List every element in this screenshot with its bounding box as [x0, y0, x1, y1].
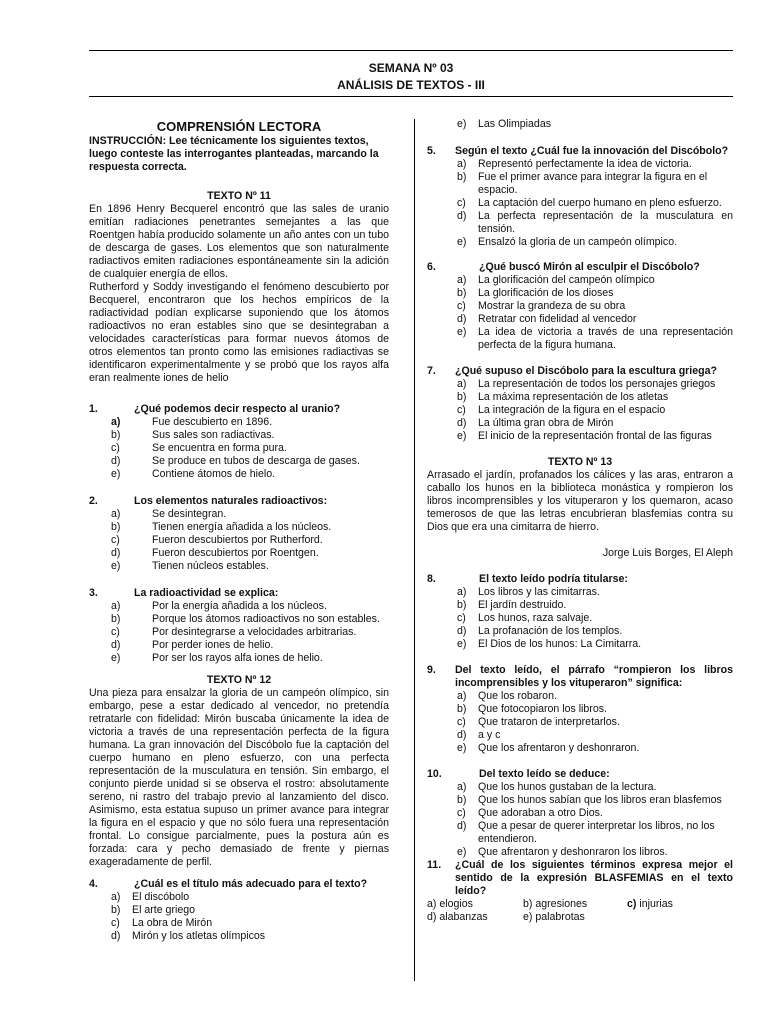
option-letter: d) — [457, 820, 467, 832]
option[interactable] — [427, 274, 733, 287]
option-letter: a) — [111, 891, 121, 903]
option[interactable] — [427, 729, 733, 742]
option[interactable] — [427, 300, 733, 313]
option-letter: b) — [111, 521, 121, 533]
option[interactable] — [427, 742, 733, 755]
option-text: El inicio de la representación frontal de las figuras — [478, 430, 712, 442]
option[interactable] — [89, 416, 389, 429]
option-text: La glorificación del campeón olímpico — [478, 274, 655, 286]
option-letter: d) — [457, 729, 467, 741]
question-text: ¿Qué buscó Mirón al esculpir el Discóbolo? — [479, 261, 700, 273]
option[interactable] — [89, 468, 389, 481]
option-letter: b) — [457, 171, 467, 183]
subject-title: ANÁLISIS DE TEXTOS - III — [337, 78, 485, 92]
option-text: Representó perfectamente la idea de victoria. — [478, 158, 692, 170]
option-letter: d) — [457, 313, 467, 325]
option-letter: c) — [457, 300, 466, 312]
option-letter: a) — [457, 158, 467, 170]
option-text: La captación del cuerpo humano en pleno esfuerzo. — [478, 197, 722, 209]
question-number: 7. — [427, 365, 436, 377]
option-letter: a) — [457, 781, 467, 793]
option-text: La glorificación de los dioses — [478, 287, 614, 299]
option[interactable] — [427, 794, 733, 807]
question-8 — [427, 573, 733, 586]
question-7 — [427, 365, 733, 378]
texto11-title: TEXTO Nº 11 — [207, 190, 271, 202]
option-text: Fueron descubiertos por Rutherford. — [152, 534, 323, 546]
option[interactable] — [427, 612, 733, 625]
option-text: alabanzas — [439, 911, 488, 923]
option-letter: e) — [457, 236, 467, 248]
option[interactable] — [89, 930, 389, 943]
option-text: La idea de victoria a través de una representación perfecta de la figura humana. — [478, 326, 733, 351]
option-letter: e) — [457, 430, 467, 442]
option-text: La integración de la figura en el espacio — [478, 404, 666, 416]
instruction: INSTRUCCIÓN: Lee técnicamente los siguientes textos, luego conteste las interrogantes planteadas, marcando la respuesta correcta. — [89, 135, 379, 173]
option[interactable] — [89, 521, 389, 534]
option-text: Ensalzó la gloria de un campeón olímpico. — [478, 236, 678, 248]
question-number: 1. — [89, 403, 98, 415]
option[interactable] — [427, 287, 733, 300]
question-text: Los elementos naturales radioactivos: — [134, 495, 328, 507]
question-5 — [427, 145, 733, 158]
question-1 — [89, 403, 389, 416]
option[interactable] — [627, 898, 727, 911]
option[interactable] — [427, 313, 733, 326]
option[interactable] — [89, 891, 389, 904]
option-text: Por la energía añadida a los núcleos. — [152, 600, 327, 612]
option[interactable] — [427, 703, 733, 716]
option-letter: a) — [457, 586, 467, 598]
option-letter: e) — [457, 742, 467, 754]
option-letter: b) — [457, 391, 467, 403]
texto12-paragraph: Una pieza para ensalzar la gloria de un campeón olímpico, sin embargo, pese a estar dedicado al vencedor, no pretendía retratarle con fidelidad: Mirón buscaba únicamente la idea de victoria a través de una representación perfecta de la figura humana. La gran innovación del Discóbolo fue la captación del cuerpo humano en pleno esfuerzo, con una perfecta representación de la musculatura en tensión. Sin embargo, el conjunto pierde unidad si se observa el rostro: absolutamente sereno, ni rastro del trabajo previo al lanzamiento del disco. Asimismo, esta estatua supuso un primer avance para integrar la figura en el espacio y que no sólo fuera una representación frontal. Lo consigue parcialmente, pues la postura aún es forzada: cara y pecho demasiado de frente y piernas exageradamente de perfil. — [89, 687, 389, 868]
option[interactable] — [89, 547, 389, 560]
option-letter: a) — [457, 690, 467, 702]
option-letter: a) — [457, 378, 467, 390]
option-letter: a) — [111, 600, 121, 612]
option-text: Que a pesar de querer interpretar los libros, no los entendieron. — [478, 820, 715, 845]
option-letter: d) — [457, 625, 467, 637]
option[interactable] — [89, 652, 389, 665]
option-letter: b) — [457, 794, 467, 806]
texto13-title: TEXTO Nº 13 — [547, 456, 613, 468]
option-text: Que afrentaron y deshonraron los libros. — [478, 846, 668, 858]
option[interactable] — [427, 197, 733, 210]
question-11 — [427, 859, 733, 898]
option-letter: b) — [457, 287, 467, 299]
question-text: ¿Qué supuso el Discóbolo para la escultura griega? — [455, 365, 717, 377]
option-text: Mirón y los atletas olímpicos — [132, 930, 266, 942]
option-text: Mostrar la grandeza de su obra — [478, 300, 626, 312]
option-text: El Dios de los hunos: La Cimitarra. — [478, 638, 642, 650]
option[interactable] — [427, 118, 733, 131]
option-text: Porque los átomos radioactivos no son estables. — [152, 613, 380, 625]
option-letter: d) — [457, 210, 467, 222]
right-column — [427, 118, 733, 924]
option-text: Los hunos, raza salvaje. — [478, 612, 593, 624]
option-text: Que los afrentaron y deshonraron. — [478, 742, 640, 754]
option[interactable] — [89, 534, 389, 547]
option[interactable] — [523, 911, 627, 924]
option-letter: b) — [523, 898, 533, 910]
option-text: El arte griego — [132, 904, 196, 916]
option-letter: b) — [457, 703, 467, 715]
option-text: Que fotocopiaron los libros. — [478, 703, 607, 715]
question-text: Del texto leído se deduce: — [479, 768, 610, 780]
option-letter: e) — [457, 846, 467, 858]
texto13-source: Jorge Luis Borges, El Aleph — [602, 547, 733, 559]
option[interactable] — [427, 171, 733, 197]
question-number: 5. — [427, 145, 436, 157]
option-letter: b) — [111, 429, 121, 441]
option-text: Se desintegran. — [152, 508, 227, 520]
question-text: La radioactividad se explica: — [134, 587, 279, 599]
texto12-title: TEXTO Nº 12 — [206, 674, 272, 686]
option-text: La perfecta representación de la musculatura en tensión. — [478, 210, 733, 235]
option-letter: c) — [111, 626, 120, 638]
option-text: Que trataron de interpretarlos. — [478, 716, 620, 728]
left-column — [89, 119, 389, 943]
option-text: La obra de Mirón — [132, 917, 213, 929]
option-text: Por desintegrarse a velocidades arbitrarias. — [152, 626, 357, 638]
question-number: 10. — [427, 768, 442, 780]
option-letter: d) — [111, 547, 121, 559]
option-letter: d) — [111, 639, 121, 651]
option[interactable] — [427, 807, 733, 820]
option[interactable] — [427, 846, 733, 859]
question-text: Según el texto ¿Cuál fue la innovación del Discóbolo? — [455, 145, 729, 157]
option-text: El discóbolo — [132, 891, 190, 903]
question-number: 3. — [89, 587, 98, 599]
option-letter: d) — [427, 911, 437, 923]
option[interactable] — [427, 599, 733, 612]
question-text: Del texto leído, el párrafo “rompieron los libros incomprensibles y los vituperaron” significa: — [455, 664, 733, 689]
option[interactable] — [427, 391, 733, 404]
option-text: agresiones — [535, 898, 588, 910]
option-letter: a) — [111, 508, 121, 520]
question-text: El texto leído podría titularse: — [479, 573, 628, 585]
option-letter: a) — [111, 416, 121, 428]
option[interactable] — [427, 820, 733, 846]
option-text: Se produce en tubos de descarga de gases. — [152, 455, 360, 467]
option-letter: b) — [111, 904, 121, 916]
option-text: Por perder iones de helio. — [152, 639, 274, 651]
question-text: ¿Qué podemos decir respecto al uranio? — [134, 403, 341, 415]
column-separator — [414, 119, 415, 981]
option-letter: c) — [111, 534, 120, 546]
option-letter: a) — [457, 274, 467, 286]
option[interactable] — [427, 898, 523, 911]
option[interactable] — [427, 430, 733, 443]
option[interactable] — [523, 898, 627, 911]
option-text: La última gran obra de Mirón — [478, 417, 614, 429]
header-bottom-rule — [89, 96, 733, 97]
option[interactable] — [427, 236, 733, 249]
option[interactable] — [427, 638, 733, 651]
option-letter: c) — [457, 716, 466, 728]
texto11-paragraph-2: Rutherford y Soddy investigando el fenómeno descubierto por Becquerel, encontraron que los hechos empíricos de la radiactividad podían explicarse suponiendo que los átomos radioactivos no eran estables sino que se desintegraban a velocidades características para formar nuevos átomos de otros elementos tan pronto como las emisiones radiactivas se identificaron experimentalmente y se probó que los rayos alfa eran realmente iones de helio — [89, 281, 389, 384]
top-rule — [89, 50, 733, 51]
question-number: 4. — [89, 878, 98, 890]
option[interactable] — [427, 404, 733, 417]
question-9 — [427, 664, 733, 690]
option-letter: e) — [111, 652, 121, 664]
option-letter: c) — [457, 807, 466, 819]
option[interactable] — [89, 508, 389, 521]
option-text: elogios — [439, 898, 473, 910]
option[interactable] — [89, 626, 389, 639]
option-text: La máxima representación de los atletas — [478, 391, 669, 403]
option-letter: e) — [457, 118, 467, 130]
question-number: 9. — [427, 664, 436, 676]
option-text: Retratar con fidelidad al vencedor — [478, 313, 637, 325]
option-letter: e) — [111, 468, 121, 480]
option-text: Fueron descubiertos por Roentgen. — [152, 547, 319, 559]
option[interactable] — [427, 586, 733, 599]
question-4 — [89, 878, 389, 891]
option[interactable] — [427, 781, 733, 794]
option-text: Sus sales son radiactivas. — [152, 429, 275, 441]
question-3 — [89, 587, 389, 600]
option-letter: e) — [457, 638, 467, 650]
option-text: Por ser los rayos alfa iones de helio. — [152, 652, 323, 664]
week-title: SEMANA Nº 03 — [368, 61, 454, 75]
option[interactable] — [89, 639, 389, 652]
option-text: Las Olimpiadas — [478, 118, 552, 130]
option-text: Que adoraban a otro Dios. — [478, 807, 603, 819]
option[interactable] — [89, 613, 389, 626]
option-letter: a) — [427, 898, 437, 910]
question-2 — [89, 495, 389, 508]
question-number: 2. — [89, 495, 98, 507]
option-letter: b) — [457, 599, 467, 611]
option-text: Tienen energía añadida a los núcleos. — [152, 521, 332, 533]
option-letter: d) — [111, 455, 121, 467]
option-text: El jardín destruido. — [478, 599, 567, 611]
option-text: palabrotas — [535, 911, 585, 923]
question-number: 8. — [427, 573, 436, 585]
question-10 — [427, 768, 733, 781]
option[interactable] — [427, 210, 733, 236]
option-text: La profanación de los templos. — [478, 625, 623, 637]
option[interactable] — [427, 158, 733, 171]
option[interactable] — [427, 690, 733, 703]
option[interactable] — [89, 600, 389, 613]
option-text: Contiene átomos de hielo. — [152, 468, 276, 480]
option-letter: c) — [627, 898, 637, 910]
option-text: Fue descubierto en 1896. — [152, 416, 273, 428]
option-text: Que los hunos gustaban de la lectura. — [478, 781, 657, 793]
option-letter: e) — [523, 911, 533, 923]
option[interactable] — [427, 378, 733, 391]
option-text: Tienen núcleos estables. — [152, 560, 269, 572]
question-number: 6. — [427, 261, 436, 273]
question-text: ¿Cuál de los siguientes términos expresa mejor el sentido de la expresión BLASFEMIAS en el texto leído? — [455, 859, 733, 897]
section-title: COMPRENSIÓN LECTORA — [156, 119, 322, 134]
option-letter: c) — [111, 917, 120, 929]
option[interactable] — [427, 625, 733, 638]
question-text: ¿Cuál es el título más adecuado para el texto? — [134, 878, 368, 890]
option-letter: b) — [111, 613, 121, 625]
option[interactable] — [427, 417, 733, 430]
texto13-paragraph: Arrasado el jardín, profanados los cálices y las aras, entraron a caballo los hunos en la biblioteca monástica y rompieron los libros incomprensibles y los vituperaron y los quemaron, acaso temerosos de que las letras encubrieran blasfemias contra su Dios que era una cimitarra de hierro. — [427, 469, 733, 533]
option[interactable] — [427, 716, 733, 729]
option-letter: c) — [457, 612, 466, 624]
option[interactable] — [89, 917, 389, 930]
option-letter: c) — [457, 197, 466, 209]
option-letter: d) — [457, 417, 467, 429]
texto11-paragraph-1: En 1896 Henry Becquerel encontró que las sales de uranio emitían radiaciones penetrantes semejantes a las que Roentgen había producido solamente un año antes con un tubo de descarga de gases. Los elementos que son naturalmente radiactivos emiten radiaciones espontáneamente sin la adición de cualquier energía de ellos. — [89, 203, 389, 280]
question-6 — [427, 261, 733, 274]
option-text: injurias — [639, 898, 673, 910]
option-text: a y c — [478, 729, 501, 741]
option[interactable] — [89, 560, 389, 573]
option-letter: e) — [111, 560, 121, 572]
option-letter: e) — [457, 326, 467, 338]
question-number: 11. — [427, 859, 442, 871]
option[interactable] — [427, 911, 523, 924]
option-text: Se encuentra en forma pura. — [152, 442, 287, 454]
question-11-options — [427, 898, 733, 924]
option-letter: d) — [111, 930, 121, 942]
option-text: Que los robaron. — [478, 690, 557, 702]
option-text: La representación de todos los personajes griegos — [478, 378, 716, 390]
option-text: Que los hunos sabían que los libros eran blasfemos — [478, 794, 722, 806]
option-letter: c) — [111, 442, 120, 454]
option[interactable] — [89, 455, 389, 468]
option-letter: c) — [457, 404, 466, 416]
option-text: Los libros y las cimitarras. — [478, 586, 600, 598]
option[interactable] — [89, 904, 389, 917]
option-text: Fue el primer avance para integrar la figura en el espacio. — [478, 171, 708, 196]
option[interactable] — [89, 442, 389, 455]
option[interactable] — [89, 429, 389, 442]
option[interactable] — [427, 326, 733, 352]
